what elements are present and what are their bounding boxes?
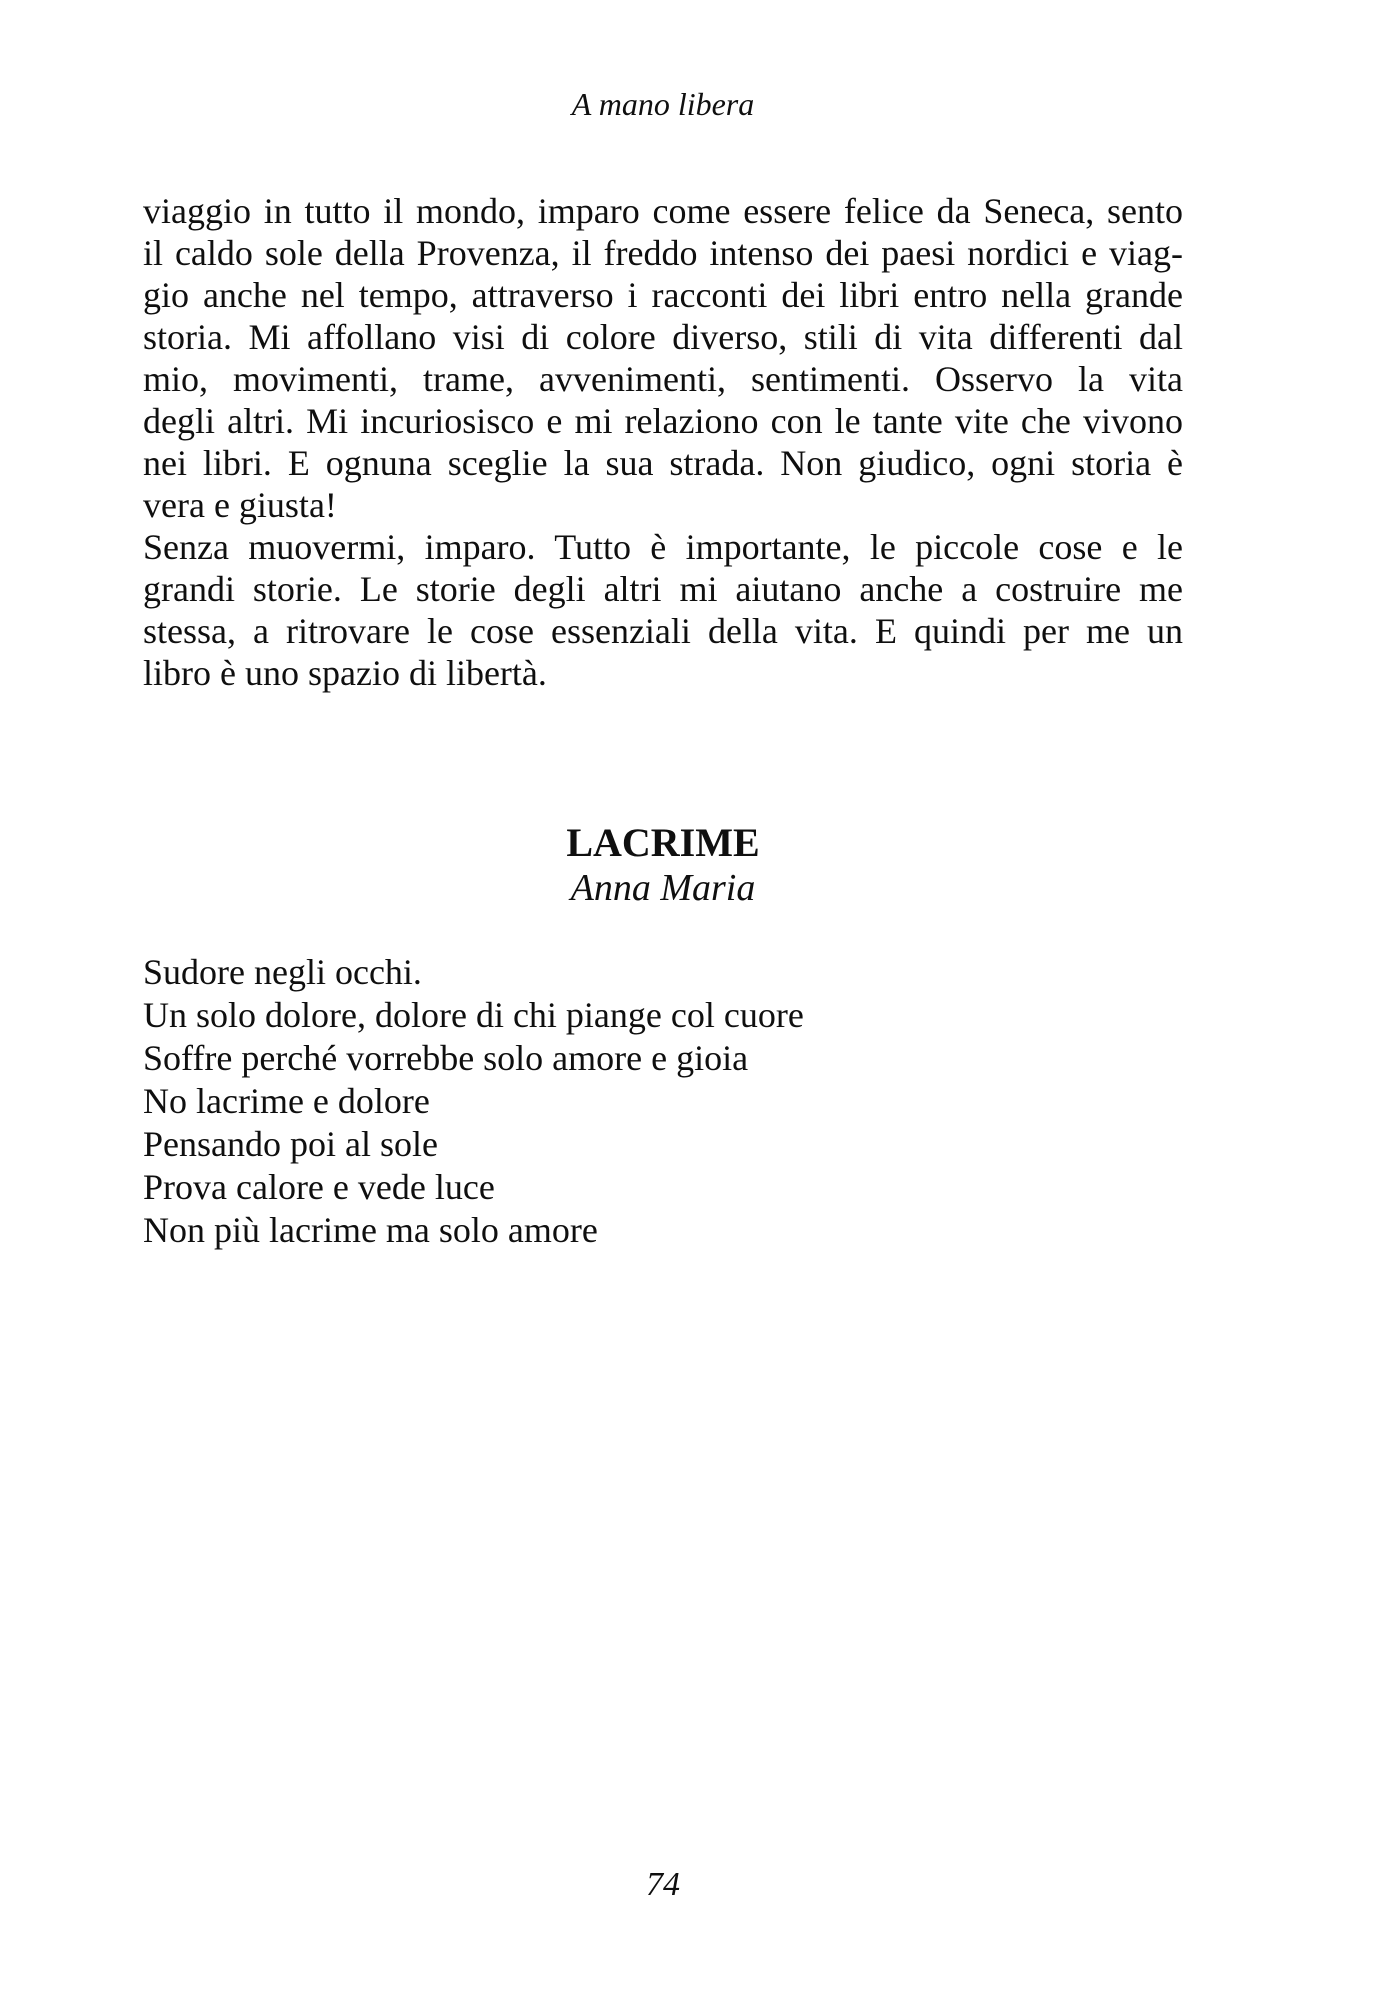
body-text-line: il caldo sole della Provenza, il freddo intenso dei paesi nordici e viag- [143, 233, 1183, 273]
poem-line: Non più lacrime ma solo amore [143, 1210, 598, 1250]
prose-block [143, 190, 1183, 694]
body-text-line: libro è uno spazio di libertà. [143, 653, 547, 693]
body-text-line: grandi storie. Le storie degli altri mi aiutano anche a costruire me [143, 569, 1183, 609]
paragraph [143, 190, 1183, 526]
paragraph [143, 526, 1183, 694]
poem-block [143, 951, 1183, 1252]
body-text-line: viaggio in tutto il mondo, imparo come essere felice da Seneca, sento [143, 191, 1183, 231]
body-text-line: degli altri. Mi incuriosisco e mi relaziono con le tante vite che vivono [143, 401, 1183, 441]
running-head: A mano libera [571, 86, 755, 122]
poem-line: Prova calore e vede luce [143, 1167, 495, 1207]
body-text-line: storia. Mi affollano visi di colore diverso, stili di vita differenti dal [143, 317, 1183, 357]
text-column [143, 0, 1183, 1252]
poem-title: LACRIME [566, 820, 760, 865]
poem-line: Soffre perché vorrebbe solo amore e gioia [143, 1038, 749, 1078]
poem-line: Un solo dolore, dolore di chi piange col cuore [143, 995, 804, 1035]
body-text-line: gio anche nel tempo, attraverso i racconti dei libri entro nella grande [143, 275, 1183, 315]
poem-line: Pensando poi al sole [143, 1124, 438, 1164]
body-text-line: Senza muovermi, imparo. Tutto è importante, le piccole cose e le [143, 527, 1183, 567]
body-text-line: mio, movimenti, trame, avvenimenti, sentimenti. Osservo la vita [143, 359, 1183, 399]
poem-author: Anna Maria [570, 867, 756, 909]
poem-line: Sudore negli occhi. [143, 952, 422, 992]
body-text-line: stessa, a ritrovare le cose essenziali della vita. E quindi per me un [143, 611, 1183, 651]
body-text-line: vera e giusta! [143, 485, 337, 525]
page-number: 74 [646, 1866, 680, 1903]
body-text-line: nei libri. E ognuna sceglie la sua strada. Non giudico, ogni storia è [143, 443, 1183, 483]
poem-line: No lacrime e dolore [143, 1081, 430, 1121]
